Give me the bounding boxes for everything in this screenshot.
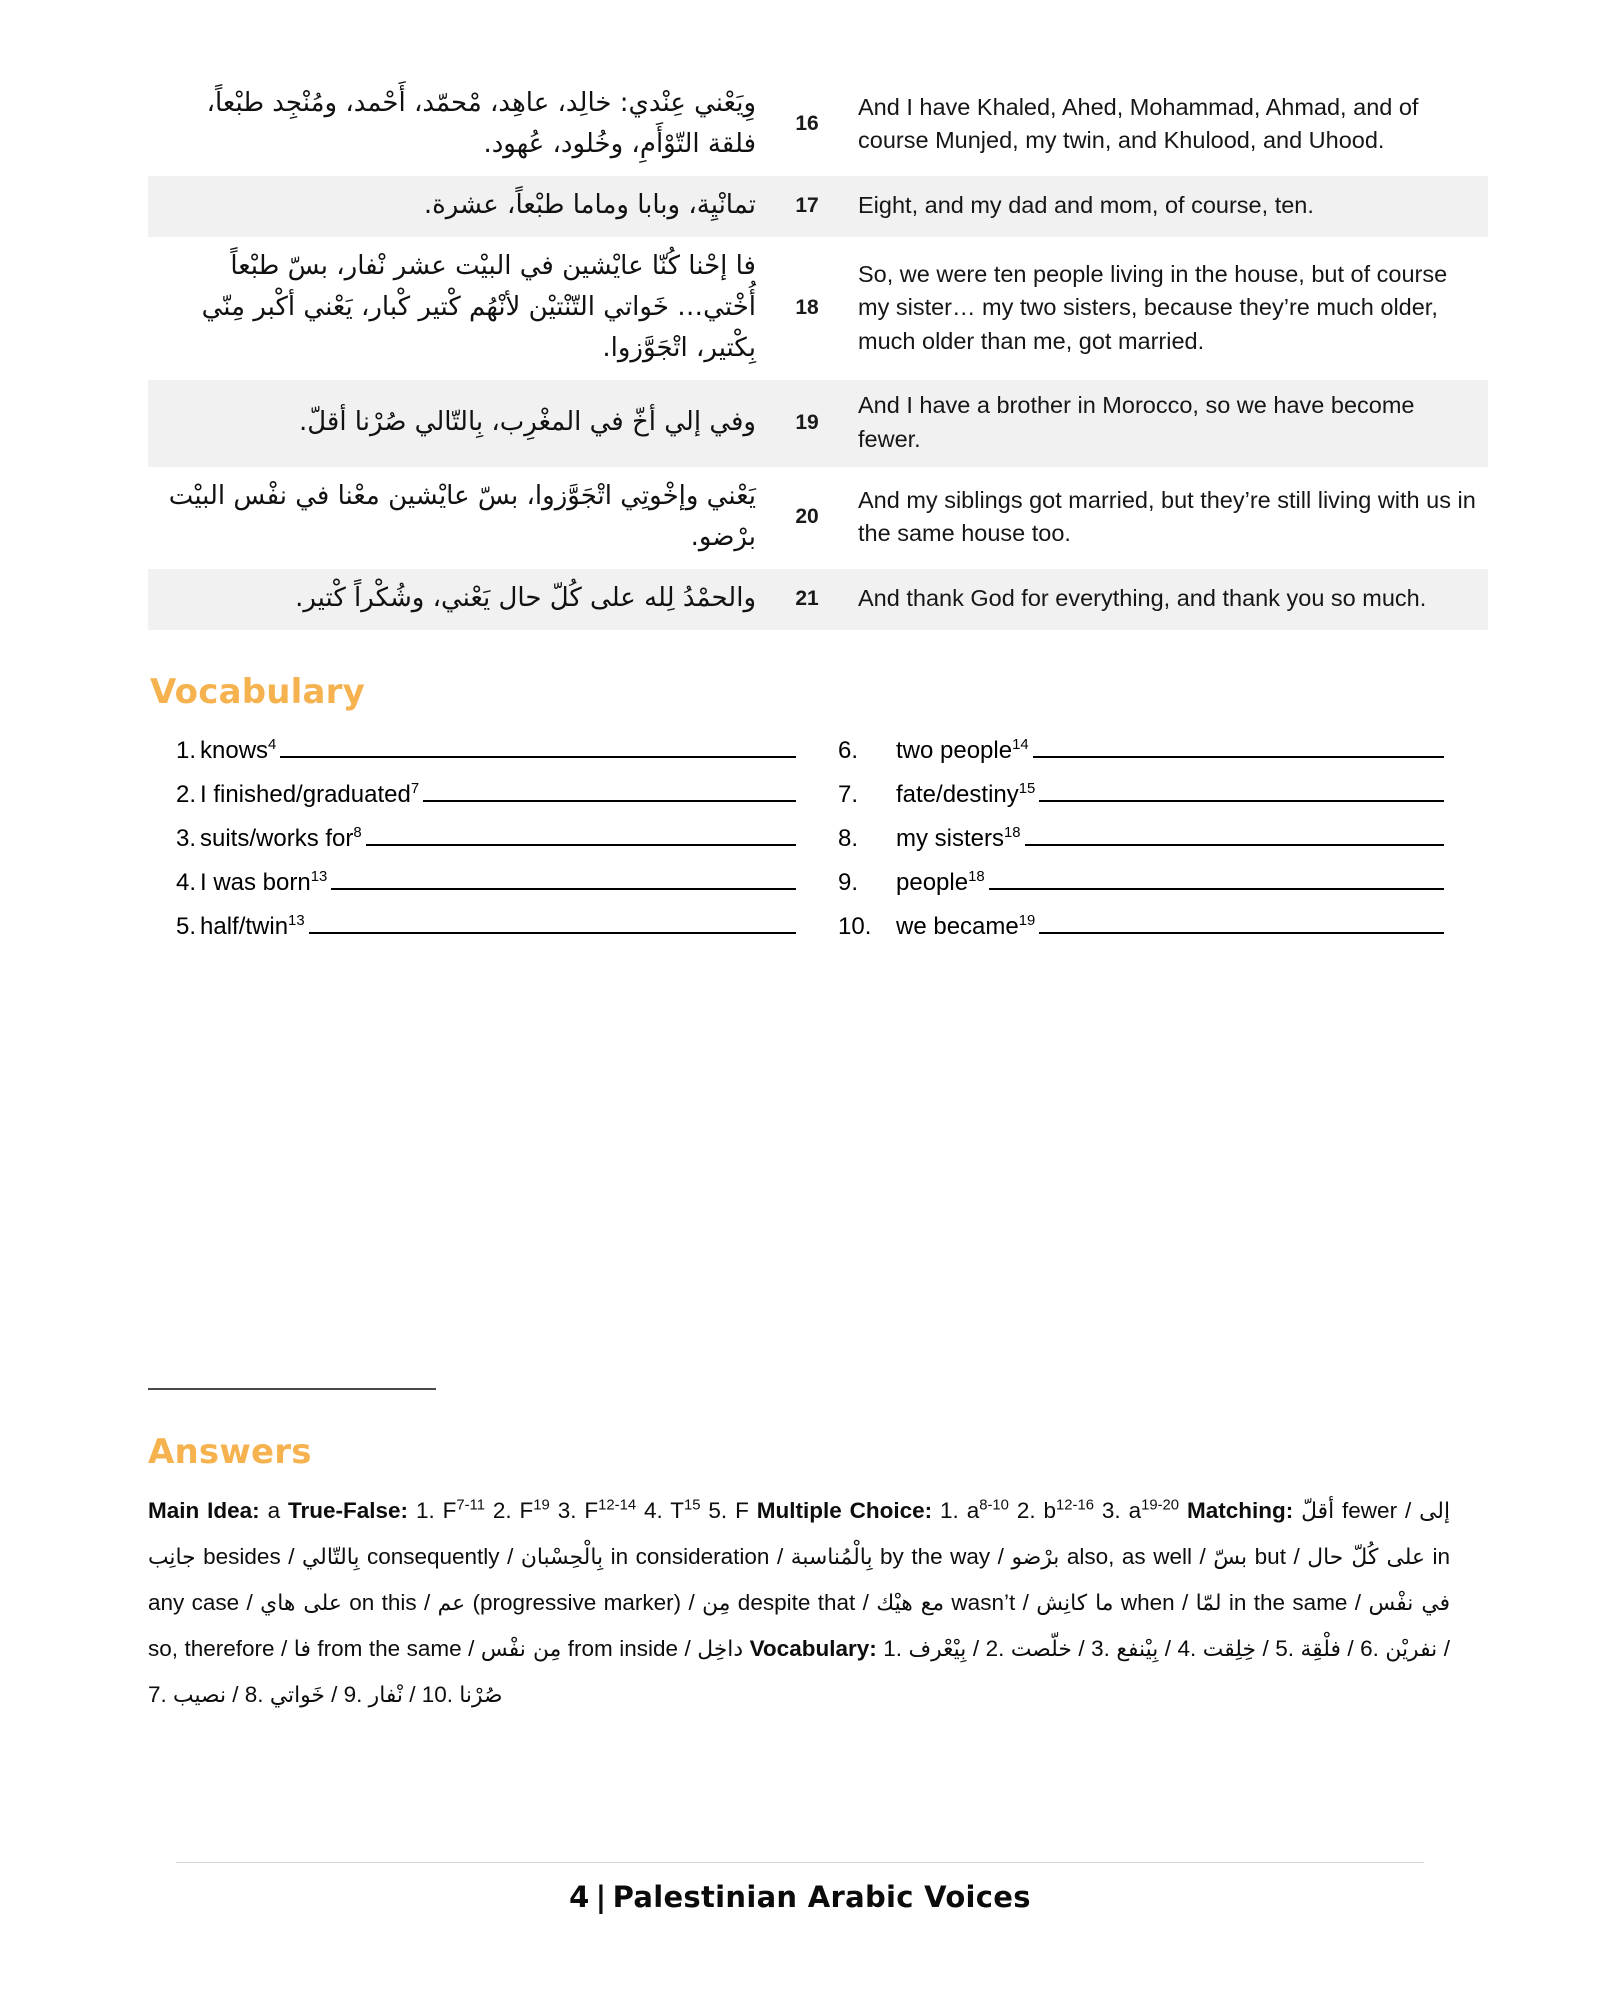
answer-arabic-term: برضو bbox=[1011, 1545, 1060, 1571]
list-item bbox=[838, 734, 1444, 763]
transcript-english: And my siblings got married, but they’re still living with us in the same house too. bbox=[858, 486, 1476, 547]
vocab-item-number: 7. bbox=[838, 781, 859, 809]
answer-line-ref: 19-20 bbox=[1141, 1497, 1180, 1514]
transcript-english: And thank God for everything, and thank you so much. bbox=[848, 569, 1488, 630]
answer-arabic-term: صرنا bbox=[459, 1683, 503, 1709]
vocab-item-number: 8. bbox=[838, 825, 859, 853]
transcript-arabic: يعني وإخوتي اتجوزوا، بس عايشين معنا في نفس البيت برضو. bbox=[168, 481, 756, 553]
answer-arabic-term: أقل bbox=[1301, 1499, 1335, 1524]
vocab-item-ref: 19 bbox=[1018, 913, 1036, 930]
vocab-item-number: 3. bbox=[176, 825, 197, 853]
vocab-item-number: 5. bbox=[176, 913, 197, 941]
vocab-answer-blank[interactable] bbox=[423, 778, 796, 802]
footer-separator-rule bbox=[176, 1862, 1424, 1863]
vocab-answer-blank[interactable] bbox=[1025, 822, 1444, 846]
transcript-line-number: 17 bbox=[766, 176, 848, 237]
table-row bbox=[148, 176, 1488, 237]
answer-line-ref: 7-11 bbox=[456, 1497, 485, 1514]
transcript-arabic: فا إحنا كنا عايشين في البيت عشر نفار، بس طبعا أختي… خواتي التنتين لأنهم كتير كبار، يعني أكبر مني بكتير، اتجوزوا. bbox=[201, 251, 756, 364]
vocabulary-section bbox=[150, 672, 1448, 712]
answer-arabic-term: مع هيك bbox=[876, 1591, 945, 1617]
vocab-item-ref: 8 bbox=[353, 825, 362, 842]
vocabulary-column-left bbox=[148, 734, 796, 954]
transcript-line-number: 18 bbox=[795, 295, 819, 319]
answer-arabic-term: نصيب bbox=[173, 1683, 227, 1709]
vocab-item-ref: 18 bbox=[1004, 825, 1021, 842]
answers-matching-label: Matching: bbox=[1186, 1498, 1294, 1523]
answer-line-ref: 15 bbox=[683, 1497, 701, 1514]
footer-book-title: Palestinian Arabic Voices bbox=[612, 1880, 1031, 1914]
list-item bbox=[838, 866, 1444, 895]
answer-arabic-term: من نفس bbox=[480, 1637, 562, 1663]
vocab-answer-blank[interactable] bbox=[280, 734, 796, 758]
vocab-item-ref: 14 bbox=[1012, 737, 1029, 754]
answer-line-ref: 19 bbox=[533, 1497, 550, 1514]
vocab-item-ref: 15 bbox=[1018, 781, 1036, 798]
vocab-answer-blank[interactable] bbox=[309, 910, 796, 934]
vocab-item-term: fate/destiny$^{15}$ bbox=[896, 781, 1036, 809]
list-item bbox=[838, 778, 1444, 807]
answers-section bbox=[148, 1432, 1450, 1718]
transcript-arabic: والحمد لله على كل حال يعني، وشكرا كتير. bbox=[148, 569, 766, 630]
vocab-item-term: half/twin$^{13}$ bbox=[200, 913, 305, 941]
list-item bbox=[148, 910, 796, 939]
answer-arabic-term: إلى جانب bbox=[148, 1499, 1451, 1571]
vocab-item-ref: 7 bbox=[410, 781, 420, 798]
vocab-item-term: knows$^4$ bbox=[200, 737, 277, 765]
transcript-arabic: وفي إلي أخ في المغرب، بالتالي صرنا أقل. bbox=[148, 380, 766, 467]
answer-arabic-term: فلقة bbox=[1300, 1637, 1341, 1663]
vocabulary-list-left bbox=[148, 734, 796, 939]
transcript-english: So, we were ten people living in the house, but of course my sister… my two sisters, because they’re much older, much older than me, got married. bbox=[858, 260, 1448, 354]
answer-arabic-term: خواتي bbox=[269, 1683, 325, 1709]
vocab-item-term: people$^{18}$ bbox=[896, 869, 985, 897]
transcript-line-number: 21 bbox=[766, 569, 848, 630]
vocabulary-column-right bbox=[796, 734, 1444, 954]
answer-arabic-term: بينفع bbox=[1116, 1637, 1159, 1663]
vocab-answer-blank[interactable] bbox=[1039, 778, 1444, 802]
answers-heading: Answers bbox=[148, 1432, 312, 1472]
answer-arabic-term: بالحسبان bbox=[520, 1545, 604, 1571]
vocab-answer-blank[interactable] bbox=[331, 866, 796, 890]
vocab-item-number: 1. bbox=[176, 737, 197, 765]
transcript-english: And I have a brother in Morocco, so we have become fewer. bbox=[848, 380, 1488, 467]
transcript-arabic: ويعني عندي: خالد، عاهد، محمد، أحمد، ومنجد طبعا، فلقة التوأم، وخلود، عهود. bbox=[206, 88, 756, 160]
answer-arabic-term: داخل bbox=[697, 1637, 744, 1663]
answer-arabic-term: على كل حال bbox=[1307, 1545, 1425, 1571]
vocab-item-ref: 13 bbox=[310, 869, 328, 886]
vocabulary-heading: Vocabulary bbox=[150, 672, 365, 713]
answer-line-ref: 12-14 bbox=[598, 1497, 637, 1514]
answer-arabic-term: خلقت bbox=[1202, 1637, 1256, 1663]
answer-arabic-term: نفرين bbox=[1385, 1637, 1438, 1663]
vocab-item-term: I finished/graduated$^7$ bbox=[200, 781, 420, 809]
answer-arabic-term: ما كانش bbox=[1036, 1591, 1114, 1617]
transcript-english: And I have Khaled, Ahed, Mohammad, Ahmad, and of course Munjed, my twin, and Khulood, and Uhood. bbox=[858, 93, 1419, 154]
vocab-item-term: suits/works for$^8$ bbox=[200, 825, 362, 853]
transcript-table bbox=[148, 74, 1488, 630]
answer-arabic-term: بالمناسبة bbox=[790, 1545, 873, 1571]
answer-arabic-term: من bbox=[702, 1591, 731, 1617]
answer-arabic-term: خلصت bbox=[1010, 1637, 1072, 1663]
vocabulary-columns bbox=[148, 734, 1444, 954]
transcript-line-number: 19 bbox=[766, 380, 848, 467]
list-item bbox=[148, 778, 796, 807]
vocab-item-term: we became$^{19}$ bbox=[896, 913, 1036, 941]
table-row bbox=[148, 467, 1488, 569]
vocab-item-ref: 4 bbox=[268, 737, 277, 754]
answers-main-idea-label: Main Idea: bbox=[148, 1498, 260, 1523]
vocab-item-number: 6. bbox=[838, 737, 859, 765]
transcript-line-number: 20 bbox=[795, 505, 819, 529]
vocab-item-term: I was born$^{13}$ bbox=[200, 869, 328, 897]
answers-body: Main Idea: a True-False: 1. $F^{7-11}$ 2. $F^{19}$ 3. $F^{12-14}$ 4. $T^{15}$ 5. F Multiple Choice: 1. $a^{8-10}$ 2. $b^{12-16}$ 3. $a^{19-20}$ Matching: أقل fewer / إلى جانب besides / بالتالي consequently / بالحسبان in consideration / بالمناسبة by the way / برضو also, as well / بس but / على كل حال in any case / على هاي on this / عم (progressive marker) / من despite that / مع هيك wasn’t / ما كانش when / لما in the same / في نفس so, therefore / فا from the same / من نفس from inside / داخل Vocabulary: 1. بيعرف / 2. خلصت / 3. بينفع / 4. خلقت / 5. فلقة / 6. نفرين / 7. نصيب / 8. خواتي / 9. نفار / 10. صرنا bbox=[148, 1497, 1451, 1709]
footer-page-number: 4 bbox=[569, 1880, 590, 1914]
answer-arabic-term: نفار bbox=[368, 1683, 403, 1709]
vocab-item-ref: 18 bbox=[968, 869, 985, 886]
transcript-arabic: تمانية، وبابا وماما طبعا، عشرة. bbox=[148, 176, 766, 237]
answers-true-false-label: True-False: bbox=[288, 1498, 409, 1523]
vocab-answer-blank[interactable] bbox=[1033, 734, 1444, 758]
vocab-item-number: 10. bbox=[838, 913, 872, 941]
vocabulary-list-right bbox=[838, 734, 1444, 939]
answer-arabic-term: عم bbox=[437, 1591, 466, 1617]
table-row bbox=[148, 380, 1488, 467]
list-item bbox=[838, 822, 1444, 851]
answers-vocabulary-label: Vocabulary: bbox=[749, 1636, 877, 1662]
answer-arabic-term: لما bbox=[1195, 1591, 1222, 1617]
footnote-separator-rule bbox=[148, 1388, 436, 1390]
vocab-answer-blank[interactable] bbox=[1039, 910, 1444, 934]
footer-separator: | bbox=[595, 1880, 607, 1914]
vocab-item-number: 9. bbox=[838, 869, 859, 897]
answer-arabic-term: على هاي bbox=[260, 1591, 342, 1617]
answers-multiple-choice-label: Multiple Choice: bbox=[756, 1498, 933, 1523]
vocab-answer-blank[interactable] bbox=[366, 822, 796, 846]
vocab-item-term: my sisters$^{18}$ bbox=[896, 825, 1021, 853]
transcript-english: Eight, and my dad and mom, of course, ten. bbox=[848, 176, 1488, 237]
vocab-item-number: 4. bbox=[176, 869, 197, 897]
list-item bbox=[838, 910, 1444, 939]
answer-line-ref: 12-16 bbox=[1056, 1497, 1094, 1514]
transcript-body bbox=[148, 74, 1488, 630]
answer-arabic-term: بالتالي bbox=[302, 1545, 360, 1571]
answer-arabic-term: بس bbox=[1213, 1545, 1248, 1571]
table-row bbox=[148, 237, 1488, 380]
page-content bbox=[148, 74, 1476, 954]
list-item bbox=[148, 866, 796, 895]
answer-arabic-term: بيعرف bbox=[908, 1637, 967, 1663]
list-item bbox=[148, 822, 796, 851]
answer-arabic-term: في نفس bbox=[1368, 1591, 1451, 1617]
transcript-line-number: 16 bbox=[795, 112, 819, 136]
vocab-item-number: 2. bbox=[176, 781, 197, 809]
table-row bbox=[148, 569, 1488, 630]
vocab-item-term: two people$^{14}$ bbox=[896, 737, 1029, 765]
answer-arabic-term: فا bbox=[293, 1637, 311, 1663]
list-item bbox=[148, 734, 796, 763]
table-row bbox=[148, 74, 1488, 176]
answer-line-ref: 8-10 bbox=[979, 1497, 1009, 1514]
vocab-answer-blank[interactable] bbox=[989, 866, 1444, 890]
page-footer bbox=[0, 1880, 1600, 1914]
vocab-item-ref: 13 bbox=[288, 913, 305, 930]
